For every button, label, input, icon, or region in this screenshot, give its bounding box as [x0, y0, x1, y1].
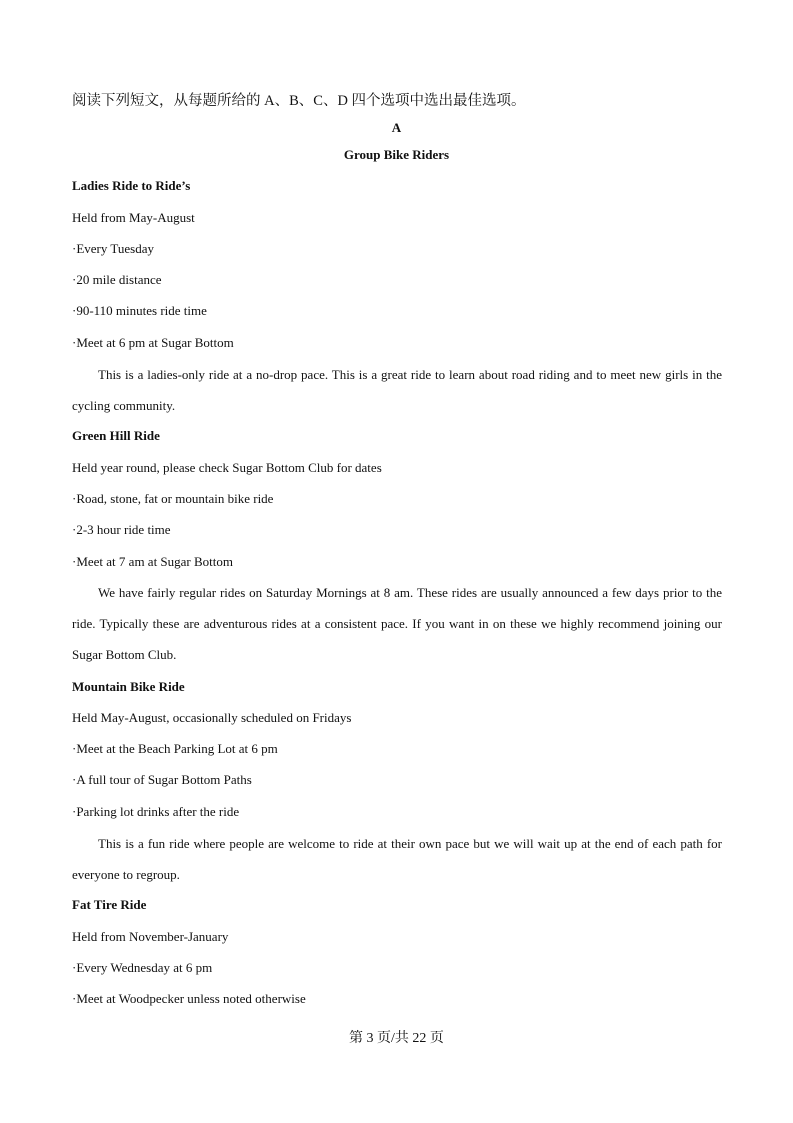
bullet-item: ·90-110 minutes ride time [72, 303, 207, 318]
bullet-item: ·2-3 hour ride time [72, 522, 171, 537]
held-text: Held from November-January [72, 929, 229, 944]
paragraph-text: This is a ladies-only ride at a no-drop pace. This is a great ride to learn about road riding and to meet new girls in the cycling community. [72, 367, 722, 413]
passage-title: Group Bike Riders [343, 147, 450, 162]
paragraph-text: We have fairly regular rides on Saturday Mornings at 8 am. These rides are usually announced a few days prior to the ride. Typically these are adventurous rides at a consistent pace. If you want in on these we highly recommend joining our Sugar Bottom Club. [72, 585, 722, 662]
instruction-text: 阅读下列短文，从每题所给的 A、B、C、D 四个选项中选出最佳选项。 [72, 93, 526, 109]
section-letter: A [391, 120, 402, 135]
bullet-item: ·Road, stone, fat or mountain bike ride [72, 491, 274, 506]
section-heading: Mountain Bike Ride [72, 679, 185, 694]
bullet-item: ·Meet at the Beach Parking Lot at 6 pm [72, 741, 278, 756]
section-heading: Green Hill Ride [72, 428, 160, 443]
bullet-item: ·Meet at 6 pm at Sugar Bottom [72, 335, 234, 350]
held-text: Held May-August, occasionally scheduled on Fridays [72, 710, 352, 725]
bullet-item: ·20 mile distance [72, 272, 162, 287]
section-heading: Fat Tire Ride [72, 897, 147, 912]
bullet-item: ·Meet at Woodpecker unless noted otherwise [72, 991, 306, 1006]
section-paragraph [72, 828, 722, 890]
section-heading: Ladies Ride to Ride’s [72, 178, 191, 193]
bullet-item: ·A full tour of Sugar Bottom Paths [72, 772, 252, 787]
bullet-item: ·Meet at 7 am at Sugar Bottom [72, 554, 234, 569]
section-paragraph [72, 577, 722, 670]
held-text: Held year round, please check Sugar Bottom Club for dates [72, 460, 382, 475]
page-number-footer: 第 3 页/共 22 页 [349, 1031, 444, 1046]
section-paragraph [72, 359, 722, 421]
bullet-item: ·Every Tuesday [72, 241, 154, 256]
paragraph-text: This is a fun ride where people are welcome to ride at their own pace but we will wait up at the end of each path for everyone to regroup. [72, 836, 722, 882]
bullet-item: ·Parking lot drinks after the ride [72, 804, 240, 819]
bullet-item: ·Every Wednesday at 6 pm [72, 960, 213, 975]
held-text: Held from May-August [72, 210, 195, 225]
